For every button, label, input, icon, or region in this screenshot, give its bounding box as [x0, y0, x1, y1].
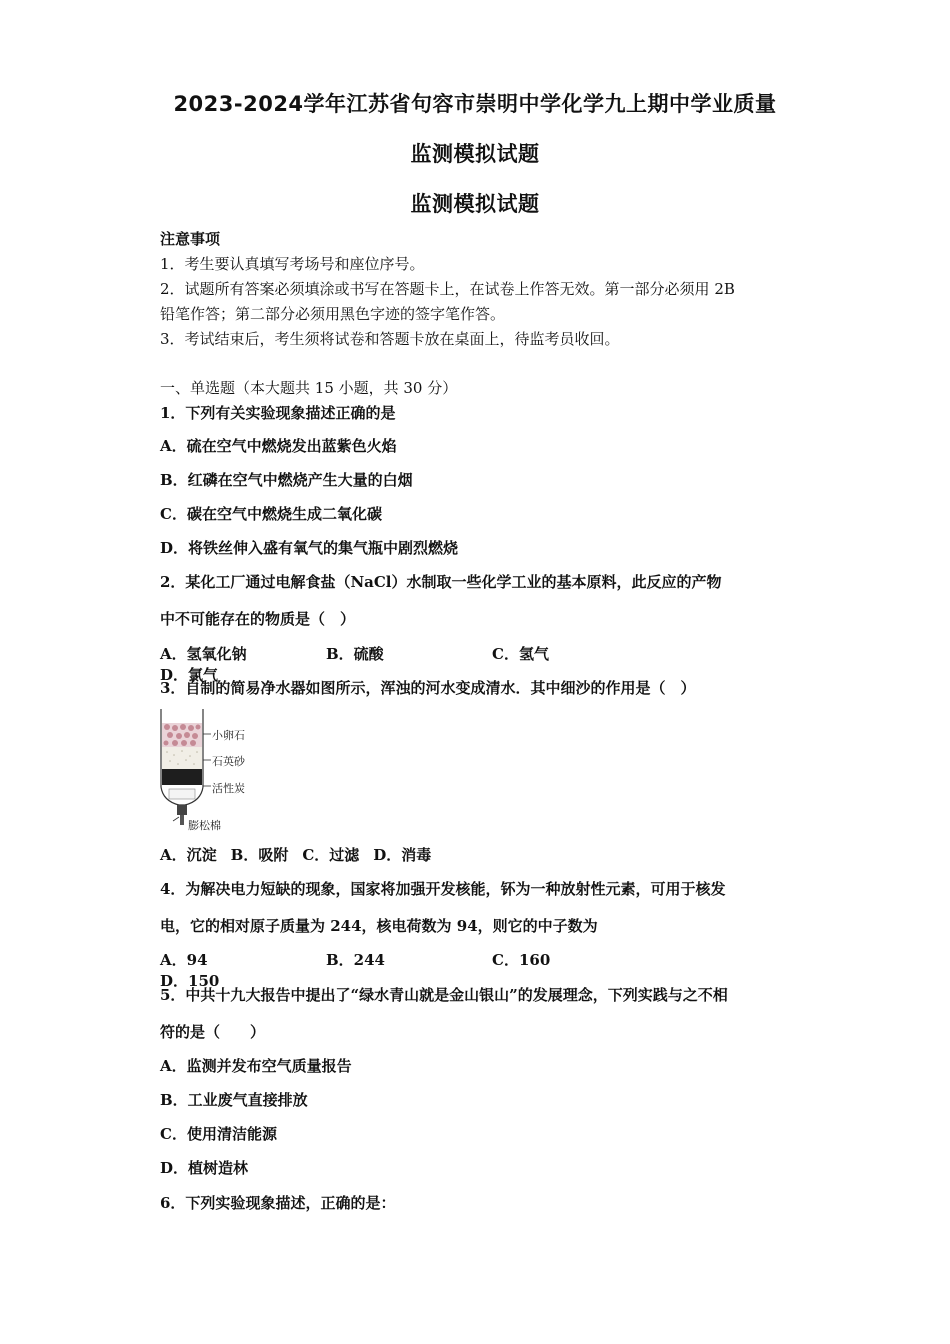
q5-option-a: A．监测并发布空气质量报告	[160, 1057, 352, 1075]
notice-heading: 注意事项	[160, 230, 221, 248]
q4-option-a: A．94	[160, 951, 208, 969]
q5-option-c: C．使用清洁能源	[160, 1125, 277, 1143]
q1-option-d: D．将铁丝伸入盛有氧气的集气瓶中剧烈燃烧	[160, 539, 459, 557]
q3-option-c: C．过滤	[302, 846, 360, 864]
q6-stem: 6．下列实验现象描述，正确的是：	[160, 1194, 396, 1212]
label-activated-carbon: 活性炭	[212, 782, 245, 795]
section-heading: 一、单选题（本大题共 15 小题，共 30 分）	[160, 379, 458, 397]
paper-title-line3: 监测模拟试题	[410, 192, 540, 216]
q3-option-b: B．吸附	[230, 846, 289, 864]
q3-option-a: A．沉淀	[160, 846, 217, 864]
label-pebbles: 小卵石	[212, 729, 245, 742]
q4-option-c: C．160	[492, 951, 551, 969]
water-purifier-diagram	[155, 705, 265, 833]
q2-option-c: C．氢气	[492, 645, 549, 663]
q2-stem-line2: 中不可能存在的物质是（ ）	[160, 610, 356, 628]
notice-item-2-cont: 铅笔作答；第二部分必须用黑色字迹的签字笔作答。	[160, 305, 506, 323]
water-purifier-figure	[155, 705, 265, 833]
paper-title-line1: 2023-2024学年江苏省句容市崇明中学化学九上期中学业质量	[173, 92, 777, 116]
q4-stem-line2: 电，它的相对原子质量为 244，核电荷数为 94，则它的中子数为	[160, 917, 598, 935]
q3-options	[160, 844, 445, 865]
q5-option-d: D．植树造林	[160, 1159, 249, 1177]
q2-option-d: D．氯气	[160, 666, 219, 684]
q2-option-b: B．硫酸	[326, 645, 384, 663]
q5-stem-line1: 5．中共十九大报告中提出了“绿水青山就是金山银山”的发展理念，下列实践与之不相	[160, 986, 728, 1004]
q4-option-b: B．244	[326, 951, 385, 969]
label-quartz-sand: 石英砂	[212, 755, 245, 768]
q1-stem: 1．下列有关实验现象描述正确的是	[160, 404, 396, 422]
notice-item-1: 1．考生要认真填写考场号和座位序号。	[160, 255, 425, 273]
q3-option-d: D．消毒	[373, 846, 432, 864]
q1-option-c: C．碳在空气中燃烧生成二氧化碳	[160, 505, 382, 523]
label-cotton: 膨松棉	[188, 819, 221, 832]
q4-stem-line1: 4．为解决电力短缺的现象，国家将加强开发核能，钚为一种放射性元素，可用于核发	[160, 880, 726, 898]
q3-stem: 3．自制的简易净水器如图所示，浑浊的河水变成清水．其中细沙的作用是（ ）	[160, 679, 696, 697]
notice-item-3: 3．考试结束后，考生须将试卷和答题卡放在桌面上，待监考员收回。	[160, 330, 620, 348]
q5-stem-line2: 符的是（ ）	[160, 1023, 266, 1041]
q1-option-a: A．硫在空气中燃烧发出蓝紫色火焰	[160, 437, 397, 455]
q5-option-b: B．工业废气直接排放	[160, 1091, 308, 1109]
q2-stem-line1: 2．某化工厂通过电解食盐（NaCl）水制取一些化学工业的基本原料，此反应的产物	[160, 573, 722, 591]
paper-title-line2: 监测模拟试题	[410, 142, 540, 166]
q1-option-b: B．红磷在空气中燃烧产生大量的白烟	[160, 471, 413, 489]
q4-option-d: D．150	[160, 972, 220, 990]
notice-item-2: 2．试题所有答案必须填涂或书写在答题卡上，在试卷上作答无效。第一部分必须用 2B	[160, 280, 735, 298]
q2-option-a: A．氢氧化钠	[160, 645, 247, 663]
